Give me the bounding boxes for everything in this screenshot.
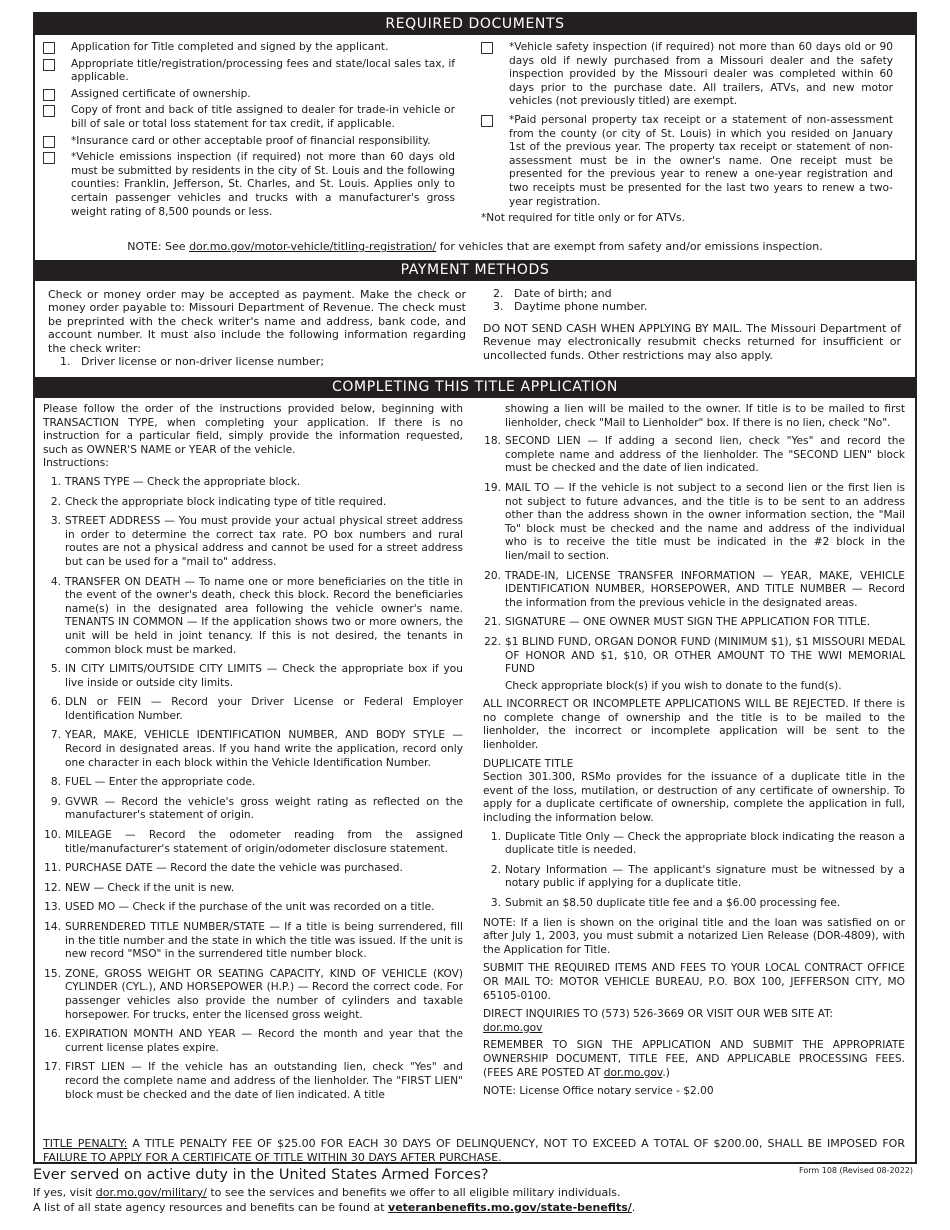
item-text: SIGNATURE — ONE OWNER MUST SIGN THE APPLICATION FOR TITLE. (505, 616, 871, 629)
item-number: 3. (50, 515, 61, 528)
required-item (43, 104, 455, 131)
duplicate-title-heading: DUPLICATE TITLE (483, 757, 574, 770)
item-text: FIRST LIEN — If the vehicle has an outstanding lien, check "Yes" and record the complete name and address of the lienholder. The "FIRST LIEN" block must be checked and the date of lien indicated. A title (65, 1061, 463, 1101)
inquiries-label: DIRECT INQUIRIES TO (573) 526-3669 OR VISIT OUR WEB SITE AT: (483, 1008, 833, 1021)
dor-link[interactable]: dor.mo.gov (483, 1021, 543, 1034)
item-number: 5. (50, 663, 61, 676)
list-number: 3. (493, 300, 504, 314)
payment-methods-section (35, 281, 915, 377)
footer (33, 1166, 917, 1215)
item-number: 8. (50, 776, 61, 789)
completing-header: COMPLETING THIS TITLE APPLICATION (35, 377, 915, 398)
item-number: 20. (484, 569, 501, 582)
checkbox[interactable] (43, 89, 55, 101)
instruction-item (43, 921, 463, 962)
submit-text: SUBMIT THE REQUIRED ITEMS AND FEES TO YOUR LOCAL CONTRACT OFFICE OR MAIL TO: MOTOR VEHICLE BUREAU, P.O. BOX 100, JEFFERSON CITY, MO 65105-0100. (483, 962, 905, 1002)
instruction-item (483, 616, 905, 630)
instruction-item (43, 829, 463, 856)
list-text: Daytime phone number. (514, 300, 648, 314)
item-text: FUEL — Enter the appropriate code. (65, 776, 256, 789)
checkbox[interactable] (43, 136, 55, 148)
required-item (481, 41, 893, 109)
instruction-item (43, 696, 463, 723)
item-text: GVWR — Record the vehicle's gross weight rating as reflected on the manufacturer's statement of origin. (65, 795, 463, 822)
required-item (481, 114, 893, 209)
item-text: TRADE-IN, LICENSE TRANSFER INFORMATION — YEAR, MAKE, VEHICLE IDENTIFICATION NUMBER, HORSEPOWER, AND TITLE NUMBER — Record the information from the previous vehicle in the designated areas. (505, 569, 905, 609)
incorrect-applications-text: ALL INCORRECT OR INCOMPLETE APPLICATIONS WILL BE REJECTED. If there is no complete change of ownership and the title is to be mailed to the lienholder, the incorrect or incomplete application will be sent to the lienholder. (483, 698, 905, 752)
checkbox[interactable] (43, 105, 55, 117)
item-text: $1 BLIND FUND, ORGAN DONOR FUND (MINIMUM $1), $1 MISSOURI MEDAL OF HONOR AND $1, $10, OR OTHER AMOUNT TO THE WWI MEMORIAL FUND (505, 635, 905, 676)
payment-cash-warning: DO NOT SEND CASH WHEN APPLYING BY MAIL. The Missouri Department of Revenue may electronically resubmit checks returned for insufficient or uncollected funds. Other restrictions may also apply. (483, 321, 901, 362)
remember-label: REMEMBER TO SIGN THE APPLICATION AND SUBMIT THE APPROPRIATE OWNERSHIP DOCUMENT, TITLE FEE, AND APPLICABLE PROCESSING FEES. (FEES ARE POSTED AT (483, 1039, 905, 1079)
instructions-list-left (43, 476, 463, 1102)
remember-end: .) (662, 1066, 670, 1079)
title-penalty (43, 1137, 905, 1165)
instructions-label: Instructions: (43, 457, 109, 470)
fees-link[interactable]: dor.mo.gov (603, 1066, 663, 1079)
duplicate-item (483, 831, 905, 858)
payment-right-column (483, 287, 901, 362)
instruction-item (483, 482, 905, 564)
list-number: 1. (60, 355, 71, 369)
item-text: MILEAGE — Record the odometer reading from the assigned title/manufacturer's statement of origin/odometer disclosure statement. (65, 829, 463, 855)
item-number: 3. (490, 897, 501, 909)
instruction-item (43, 968, 463, 1022)
instruction-item (43, 776, 463, 790)
required-item-text: *Paid personal property tax receipt or a statement of non-assessment from the county (or city of St. Louis) in which you resided on January 1st of the previous year. The property tax receipt or statement of non-assessment must be in the owner's name. One receipt must be presented for the previous year to renew a one-year registration and two receipts must be presented for the last two years to renew a two-year registration. (509, 113, 893, 208)
instruction-item (483, 636, 905, 677)
payment-instructions: Check or money order may be accepted as payment. Make the check or money order payable to: Missouri Department of Revenue. The check must be preprinted with the check writer's name and address, bank code, and account number. It must also include the following information regarding the check writer: (48, 288, 466, 355)
item-number: 21. (484, 616, 501, 629)
benefits-prefix: A list of all state agency resources and benefits can be found at (33, 1201, 389, 1214)
required-item (43, 58, 455, 85)
item-number: 17. (44, 1061, 61, 1074)
required-note (35, 240, 915, 254)
required-documents-section (35, 35, 915, 260)
benefits-suffix: . (631, 1201, 636, 1214)
item-text: Submit an $8.50 duplicate title fee and a $6.00 processing fee. (505, 897, 841, 909)
item-number: 16. (44, 1028, 61, 1041)
item-text: SURRENDERED TITLE NUMBER/STATE — If a title is being surrendered, fill in the title number and the state in which the title was issued. If the unit is new record "MSO" in the surrendered title number block. (65, 921, 463, 961)
inquiries-text (483, 1008, 905, 1035)
item-number: 9. (50, 795, 61, 808)
payment-list-item (483, 287, 901, 300)
instruction-item (43, 515, 463, 569)
instruction-item (43, 476, 463, 490)
checkbox[interactable] (481, 42, 493, 54)
remember-text (483, 1039, 905, 1080)
note-prefix: NOTE: See (127, 240, 190, 253)
item-number: 18. (484, 435, 501, 448)
instruction-item (43, 663, 463, 690)
titling-registration-link[interactable]: dor.mo.gov/motor-vehicle/titling-registration/ (189, 240, 437, 253)
list-text: Driver license or non-driver license number; (81, 355, 325, 369)
item-text: Check the appropriate block indicating type of title required. (65, 495, 387, 508)
item-text: TRANSFER ON DEATH — To name one or more beneficiaries on the title in the event of the owner's death, check this block. Record the beneficiaries name(s) in the designated area following the vehicle owner's name. TENANTS IN COMMON — If the application shows two or more owners, the unit will be held in joint tenancy. If this is not desired, the tenants in common block must be marked. (65, 575, 463, 656)
item-number: 6. (50, 696, 61, 709)
instruction-item (43, 1028, 463, 1055)
donate-text: Check appropriate block(s) if you wish to donate to the fund(s). (505, 679, 842, 692)
penalty-label: TITLE PENALTY: (43, 1137, 128, 1150)
required-right-column (481, 41, 893, 226)
item-number: 7. (50, 729, 61, 742)
required-item-text: Appropriate title/registration/processing fees and state/local sales tax, if applicable. (71, 57, 455, 84)
payment-left-column (48, 288, 466, 368)
item-number: 2. (50, 495, 61, 508)
item-text: IN CITY LIMITS/OUTSIDE CITY LIMITS — Check the appropriate box if you live inside or outside city limits. (65, 663, 463, 689)
required-item-text: Application for Title completed and signed by the applicant. (71, 41, 389, 53)
instruction-item (483, 570, 905, 611)
instructions-list-right (483, 435, 905, 677)
item-text: YEAR, MAKE, VEHICLE IDENTIFICATION NUMBER, AND BODY STYLE — Record in designated areas. If you hand write the application, record only one character in each block within the Vehicle Identification Number. (65, 729, 463, 769)
duplicate-item (483, 864, 905, 891)
item-text: PURCHASE DATE — Record the date the vehicle was purchased. (65, 862, 403, 875)
required-documents-header: REQUIRED DOCUMENTS (35, 14, 915, 35)
required-item-text: *Insurance card or other acceptable proof of financial responsibility. (71, 134, 431, 147)
instruction-item (43, 882, 463, 896)
duplicate-list (483, 831, 905, 911)
instruction-item (43, 496, 463, 510)
checkbox[interactable] (43, 152, 55, 164)
item-number: 10. (44, 829, 61, 842)
completing-intro: Please follow the order of the instructions provided below, beginning with TRANSACTION TYPE, when completing your application. If there is no instruction for a particular field, simply provide the information requested, such as OWNER'S NAME or YEAR of the vehicle. (43, 403, 463, 456)
item-text: NEW — Check if the unit is new. (65, 881, 235, 894)
instruction-item (43, 576, 463, 658)
instruction-item (43, 901, 463, 915)
instruction-item (43, 796, 463, 823)
note-suffix: for vehicles that are exempt from safety and/or emissions inspection. (436, 240, 823, 253)
list-number: 2. (493, 287, 504, 300)
military-suffix: to see the services and benefits we offer to all eligible military individuals. (206, 1186, 621, 1199)
required-item (43, 151, 455, 219)
item-number: 4. (50, 575, 61, 588)
item-number: 13. (44, 901, 61, 914)
item-text: DLN or FEIN — Record your Driver License or Federal Employer Identification Number. (65, 696, 463, 722)
benefits-link[interactable]: veteranbenefits.mo.gov/state-benefits/ (388, 1201, 632, 1214)
item-number: 12. (44, 881, 61, 894)
required-item-text: Assigned certificate of ownership. (71, 87, 251, 100)
payment-list-item (483, 300, 901, 313)
required-footnote: *Not required for title only or for ATVs. (481, 212, 685, 225)
military-line (33, 1185, 917, 1200)
instruction-item (483, 435, 905, 476)
item-text: Notary Information — The applicant's signature must be witnessed by a notary public if applying for a duplicate title. (505, 863, 905, 890)
notary-note: NOTE: License Office notary service - $2.00 (483, 1085, 714, 1098)
payment-methods-header: PAYMENT METHODS (35, 260, 915, 281)
duplicate-item (483, 897, 905, 911)
item-number: 19. (484, 481, 501, 494)
instruction-item (43, 1061, 463, 1102)
penalty-text: A TITLE PENALTY FEE OF $25.00 FOR EACH 30 DAYS OF DELINQUENCY, NOT TO EXCEED A TOTAL OF $200.00, SHALL BE IMPOSED FOR FAILURE TO APPLY FOR A CERTIFICATE OF TITLE WITHIN 30 DAYS AFTER PURCHASE. (43, 1137, 905, 1164)
item-number: 22. (484, 635, 501, 648)
lien-release-note: NOTE: If a lien is shown on the original title and the loan was satisfied on or after July 1, 2003, you must submit a notarized Lien Release (DOR-4809), with the Application for Title. (483, 916, 905, 956)
item-text: EXPIRATION MONTH AND YEAR — Record the month and year that the current license plates expire. (65, 1028, 463, 1054)
item-text: Duplicate Title Only — Check the appropriate block indicating the reason a duplicate title is needed. (505, 830, 905, 857)
item-number: 1. (490, 830, 501, 843)
item-number: 15. (44, 967, 61, 980)
benefits-line (33, 1200, 917, 1215)
instruction-item (43, 729, 463, 770)
checkbox[interactable] (481, 115, 493, 127)
required-item-text: *Vehicle emissions inspection (if required) not more than 60 days old must be submitted by residents in the city of St. Louis and the following counties: Franklin, Jefferson, St. Charles, and St. Louis. Applies only to certain passenger vehicles and trucks with a manufacturer's gross weight rating of 8,500 pounds or less. (71, 151, 455, 218)
required-item (43, 88, 455, 102)
payment-list-item (48, 355, 466, 368)
item-number: 11. (44, 862, 61, 875)
armed-forces-question: Ever served on active duty in the United States Armed Forces? (33, 1167, 489, 1183)
completing-left-column (43, 403, 463, 1108)
item-number: 1. (50, 475, 61, 488)
item-number: 2. (490, 863, 501, 876)
item-text: SECOND LIEN — If adding a second lien, check "Yes" and record the complete name and address of the lienholder. The "SECOND LIEN" block must be checked and the date of lien indicated. (505, 435, 905, 475)
required-item-text: Copy of front and back of title assigned to dealer for trade-in vehicle or bill of sale or total loss statement for tax credit, if applicable. (71, 104, 455, 130)
form-number: Form 108 (Revised 08-2022) (799, 1166, 913, 1175)
item-text: STREET ADDRESS — You must provide your actual physical street address in order to determine the correct tax rate. PO box numbers and rural routes are not a physical address and cannot be used for a street address but can be used for a "mail to" address. (65, 515, 463, 568)
military-link[interactable]: dor.mo.gov/military/ (95, 1186, 207, 1199)
completing-right-column (483, 403, 905, 1099)
form-frame (33, 12, 917, 1164)
item-text: TRANS TYPE — Check the appropriate block. (65, 475, 301, 488)
item-number: 14. (44, 921, 61, 933)
item-text: USED MO — Check if the purchase of the unit was recorded on a title. (65, 901, 435, 914)
instruction-item (43, 862, 463, 876)
required-item (43, 135, 455, 149)
military-prefix: If yes, visit (33, 1186, 96, 1199)
required-left-column (43, 41, 455, 222)
required-item-text: *Vehicle safety inspection (if required) not more than 60 days old or 90 days old if newly purchased from a Missouri dealer and the safety inspection provided by the Missouri dealer was completed within 60 days prior to the purchase date. All trailers, ATVs, and new motor vehicles (not previously titled) are exempt. (509, 41, 893, 108)
checkbox[interactable] (43, 59, 55, 71)
duplicate-title-text: Section 301.300, RSMo provides for the issuance of a duplicate title in the event of the loss, mutilation, or destruction of any certificate of ownership. To apply for a duplicate certificate of ownership, complete the application in full, including the information below. (483, 771, 905, 825)
checkbox[interactable] (43, 42, 55, 54)
list-text: Date of birth; and (514, 287, 612, 300)
item-text: ZONE, GROSS WEIGHT OR SEATING CAPACITY, KIND OF VEHICLE (KOV) CYLINDER (CYL.), AND HORSEPOWER (H.P.) — Record the correct code. For passenger vehicles also provide the number of cylinders and taxable horsepower. For trucks, enter the licensed gross weight. (65, 967, 463, 1021)
item-text: MAIL TO — If the vehicle is not subject to a second lien or the first lien is not subject to future advances, and the title is to be sent to an address other than the address shown in the owner information section, the "Mail To" block must be checked and the name and address of the individual who is to receive the title must be indicated in the #2 block in the lien/mail to section. (505, 481, 905, 562)
first-lien-continuation: showing a lien will be mailed to the owner. If title is to be mailed to first lienholder, check "Mail to Lienholder" box. If there is no lien, check "No". (505, 403, 905, 429)
required-item (43, 41, 455, 55)
